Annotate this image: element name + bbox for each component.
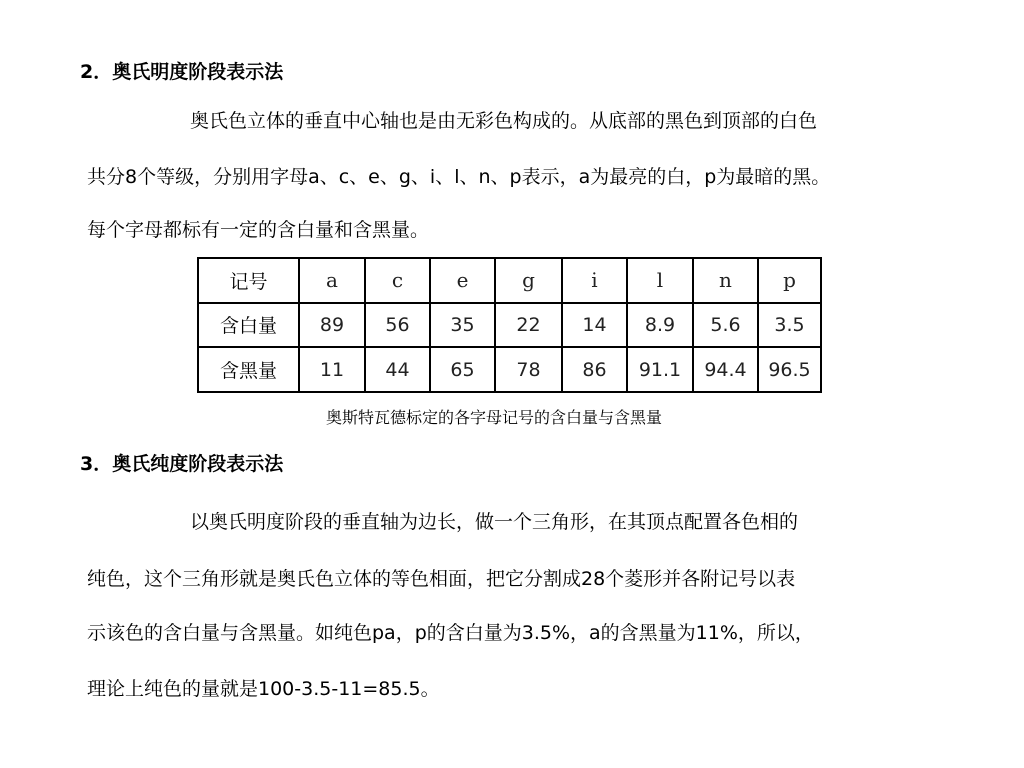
table-cell: 94.4 bbox=[693, 347, 758, 392]
section-3-paragraph-line-1: 以奥氏明度阶段的垂直轴为边长，做一个三角形，在其顶点配置各色相的 bbox=[190, 511, 799, 533]
table-header-row bbox=[198, 258, 821, 303]
table-header-cell: p bbox=[758, 258, 821, 303]
section-3-paragraph-line-3: 示该色的含白量与含黑量。如纯色pa，p的含白量为3.5%，a的含黑量为11%，所以， bbox=[87, 622, 814, 644]
lightness-table bbox=[197, 257, 820, 393]
section-2-paragraph-line-2: 共分8个等级，分别用字母a、c、e、g、i、l、n、p表示，a为最亮的白，p为最暗的黑。 bbox=[87, 166, 831, 188]
section-3-heading: 3．奥氏纯度阶段表示法 bbox=[80, 453, 284, 475]
table-header-cell: a bbox=[299, 258, 365, 303]
table-cell: 3.5 bbox=[758, 303, 821, 348]
table-cell: 5.6 bbox=[693, 303, 758, 348]
section-3-paragraph-line-4: 理论上纯色的量就是100-3.5-11=85.5。 bbox=[87, 678, 440, 700]
table-cell: 14 bbox=[562, 303, 627, 348]
table-cell: 56 bbox=[365, 303, 430, 348]
table-cell: 8.9 bbox=[627, 303, 693, 348]
table-caption: 奥斯特瓦德标定的各字母记号的含白量与含黑量 bbox=[325, 408, 662, 427]
section-2-paragraph-line-3: 每个字母都标有一定的含白量和含黑量。 bbox=[87, 219, 430, 241]
table-cell: 89 bbox=[299, 303, 365, 348]
table-row bbox=[198, 303, 821, 348]
table-cell: 35 bbox=[430, 303, 495, 348]
table-cell: 65 bbox=[430, 347, 495, 392]
table-cell: 78 bbox=[495, 347, 562, 392]
section-3-paragraph-line-2: 纯色，这个三角形就是奥氏色立体的等色相面，把它分割成28个菱形并各附记号以表 bbox=[87, 568, 796, 590]
table-cell: 44 bbox=[365, 347, 430, 392]
table-header-cell: l bbox=[627, 258, 693, 303]
table-caption-wrap bbox=[0, 407, 1024, 429]
table-header-cell: 记号 bbox=[198, 258, 299, 303]
table-header-cell: i bbox=[562, 258, 627, 303]
table-header-cell: c bbox=[365, 258, 430, 303]
table-row-label: 含黑量 bbox=[198, 347, 299, 392]
table-cell: 11 bbox=[299, 347, 365, 392]
table-row-label: 含白量 bbox=[198, 303, 299, 348]
section-2-heading: 2．奥氏明度阶段表示法 bbox=[80, 61, 284, 83]
table-header-cell: e bbox=[430, 258, 495, 303]
table-cell: 96.5 bbox=[758, 347, 821, 392]
section-2-paragraph-line-1: 奥氏色立体的垂直中心轴也是由无彩色构成的。从底部的黑色到顶部的白色 bbox=[190, 110, 818, 132]
table-row bbox=[198, 347, 821, 392]
table-cell: 22 bbox=[495, 303, 562, 348]
table-header-cell: g bbox=[495, 258, 562, 303]
table-header-cell: n bbox=[693, 258, 758, 303]
table-cell: 91.1 bbox=[627, 347, 693, 392]
table-cell: 86 bbox=[562, 347, 627, 392]
